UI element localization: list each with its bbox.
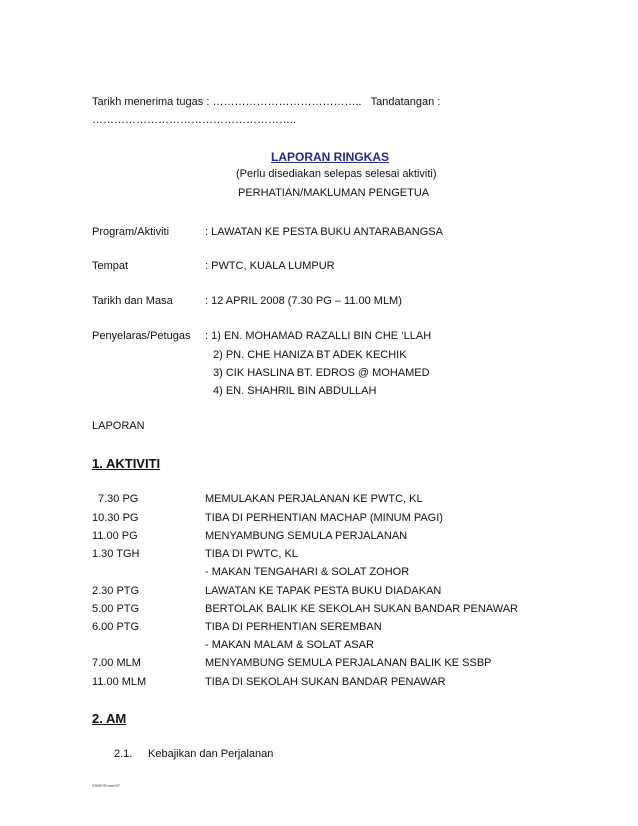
principal-notice: PERHATIAN/MAKLUMAN PENGETUA [238, 187, 430, 199]
activity-desc: MENYAMBUNG SEMULA PERJALANAN [205, 530, 408, 542]
penyelaras-item: 2) PN. CHE HANIZA BT ADEK KECHIK [213, 349, 407, 361]
activity-desc: - MAKAN MALAM & SOLAT ASAR [205, 639, 374, 651]
tempat-label: Tempat [92, 260, 129, 272]
receipt-label: Tarikh menerima tugas : [92, 96, 210, 108]
receipt-line [92, 96, 440, 108]
activity-time: 11.00 MLM [92, 676, 147, 688]
section-1-heading: 1. AKTIVITI [92, 456, 161, 471]
activity-time: 1.30 TGH [92, 548, 140, 560]
signature-dots: ……………………………………………….. [92, 114, 297, 126]
program-value: : LAWATAN KE PESTA BUKU ANTARABANGSA [205, 226, 443, 238]
tempat-value: : PWTC, KUALA LUMPUR [205, 260, 335, 272]
activity-time: 2.30 PTG [92, 585, 140, 597]
activity-desc: TIBA DI PWTC, KL [205, 548, 298, 560]
penyelaras-item: 4) EN. SHAHRIL BIN ABDULLAH [213, 385, 377, 397]
program-label: Program/Aktiviti [92, 226, 170, 238]
report-title: LAPORAN RINGKAS [271, 150, 390, 164]
activity-time: 7.00 MLM [92, 657, 141, 669]
activity-desc: TIBA DI SEKOLAH SUKAN BANDAR PENAWAR [205, 676, 446, 688]
footer-code: SSBP/Smart/07 [92, 783, 121, 788]
subsection-label: Kebajikan dan Perjalanan [148, 748, 274, 760]
activity-time: 6.00 PTG [92, 621, 140, 633]
activity-desc: MEMULAKAN PERJALANAN KE PWTC, KL [205, 493, 423, 505]
penyelaras-label: Penyelaras/Petugas [92, 330, 191, 342]
penyelaras-item: : 1) EN. MOHAMAD RAZALLI BIN CHE ‘LLAH [205, 330, 432, 342]
subsection-number: 2.1. [114, 748, 133, 760]
activity-desc: BERTOLAK BALIK KE SEKOLAH SUKAN BANDAR PENAWAR [205, 603, 518, 615]
report-subtitle: (Perlu disediakan selepas selesai aktiviti) [236, 168, 437, 180]
activity-time: 10.30 PG [92, 512, 139, 524]
activity-desc: TIBA DI PERHENTIAN MACHAP (MINUM PAGI) [205, 512, 443, 524]
signature-label: Tandatangan : [370, 96, 441, 108]
activity-time: 5.00 PTG [92, 603, 140, 615]
activity-time: 11.00 PG [92, 530, 138, 542]
activity-desc: TIBA DI PERHENTIAN SEREMBAN [205, 621, 382, 633]
activity-desc: LAWATAN KE TAPAK PESTA BUKU DIADAKAN [205, 585, 442, 597]
laporan-label: LAPORAN [92, 420, 145, 432]
section-2-heading: 2. AM [92, 711, 127, 726]
activity-desc: MENYAMBUNG SEMULA PERJALANAN BALIK KE SSBP [205, 657, 492, 669]
penyelaras-item: 3) CIK HASLINA BT. EDROS @ MOHAMED [213, 367, 430, 379]
tarikh-value: : 12 APRIL 2008 (7.30 PG – 11.00 MLM) [205, 295, 402, 307]
receipt-dots: ………………………………….. [212, 96, 362, 108]
activity-desc: - MAKAN TENGAHARI & SOLAT ZOHOR [205, 566, 410, 578]
tarikh-label: Tarikh dan Masa [92, 295, 173, 307]
activity-time: 7.30 PG [98, 493, 139, 505]
